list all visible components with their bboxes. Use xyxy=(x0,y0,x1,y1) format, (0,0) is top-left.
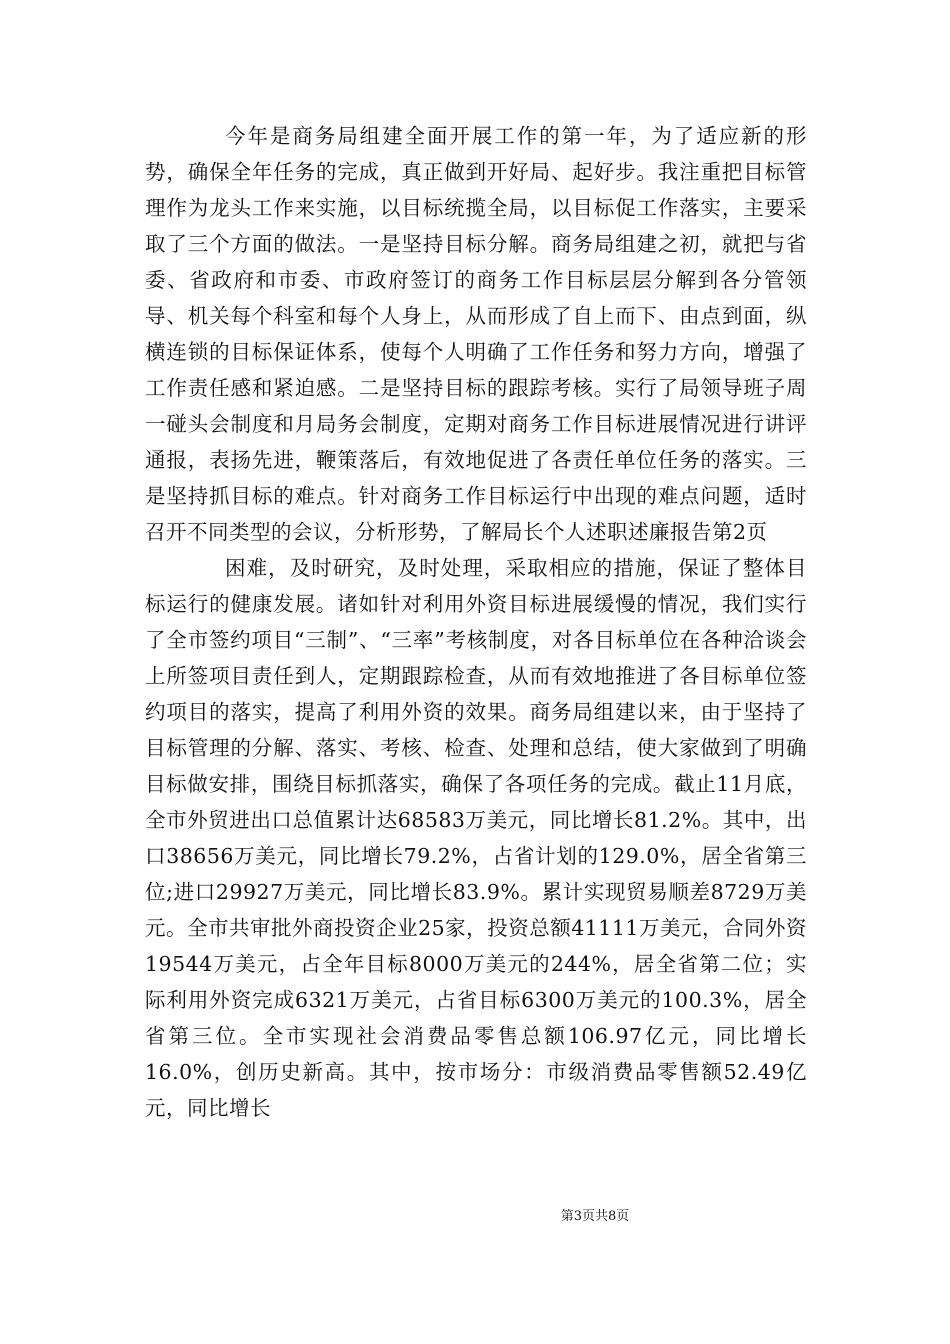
page-footer xyxy=(0,1205,950,1224)
document-body xyxy=(145,118,807,1126)
paragraph-2: 困难，及时研究，及时处理，采取相应的措施，保证了整体目标运行的健康发展。诸如针对利用外资目标进展缓慢的情况，我们实行了全市签约项目“三制”、“三率”考核制度，对各目标单位在各种洽谈会上所签项目责任到人，定期跟踪检查，从而有效地推进了各目标单位签约项目的落实，提高了利用外资的效果。商务局组建以来，由于坚持了目标管理的分解、落实、考核、检查、处理和总结，使大家做到了明确目标做安排，围绕目标抓落实，确保了各项任务的完成。截止11月底，全市外贸进出口总值累计达68583万美元，同比增长81.2%。其中，出口38656万美元，同比增长79.2%，占省计划的129.0%，居全省第三位;进口29927万美元，同比增长83.9%。累计实现贸易顺差8729万美元。全市共审批外商投资企业25家，投资总额41111万美元，合同外资19544万美元，占全年目标8000万美元的244%，居全省第二位；实际利用外资完成6321万美元，占省目标6300万美元的100.3%，居全省第三位。全市实现社会消费品零售总额106.97亿元，同比增长16.0%，创历史新高。其中，按市场分：市级消费品零售额52.49亿元，同比增长 xyxy=(145,556,807,1120)
page-number-label: 第3页共8页 xyxy=(560,1209,630,1224)
paragraph-1: 今年是商务局组建全面开展工作的第一年，为了适应新的形势，确保全年任务的完成，真正做到开好局、起好步。我注重把目标管理作为龙头工作来实施，以目标统揽全局，以目标促工作落实，主要采取了三个方面的做法。一是坚持目标分解。商务局组建之初，就把与省委、省政府和市委、市政府签订的商务工作目标层层分解到各分管领导、机关每个科室和每个人身上，从而形成了自上而下、由点到面，纵横连锁的目标保证体系，使每个人明确了工作任务和努力方向，增强了工作责任感和紧迫感。二是坚持目标的跟踪考核。实行了局领导班子周一碰头会制度和月局务会制度，定期对商务工作目标进展情况进行讲评通报，表扬先进，鞭策落后，有效地促进了各责任单位任务的落实。三是坚持抓目标的难点。针对商务工作目标运行中出现的难点问题，适时召开不同类型的会议，分析形势，了解局长个人述职述廉报告第2页 xyxy=(145,124,807,544)
